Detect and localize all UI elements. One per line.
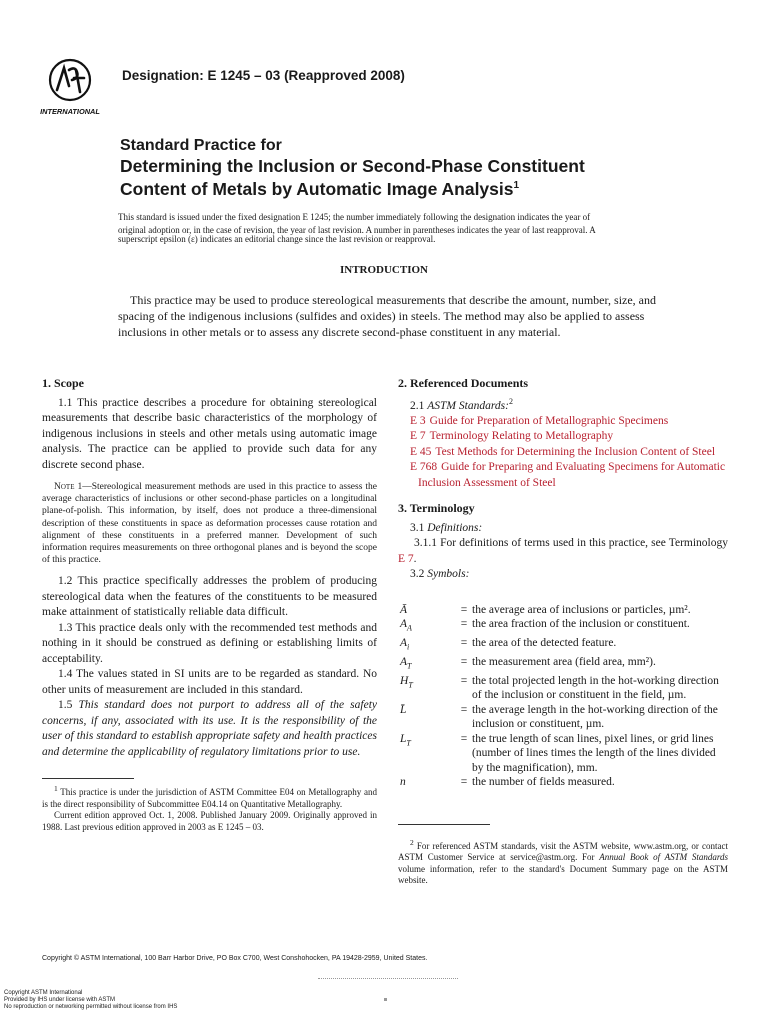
symbols-num: 3.2 bbox=[410, 568, 428, 581]
scope-1-5-num: 1.5 bbox=[58, 699, 79, 712]
symbol: $A_A$ bbox=[400, 618, 412, 633]
terminology-e7-link[interactable]: E 7 bbox=[398, 552, 414, 565]
symbol: Ā bbox=[400, 603, 408, 616]
logo-subtitle: INTERNATIONAL bbox=[40, 107, 100, 116]
symbol-equals: = bbox=[460, 637, 468, 650]
symbol-row bbox=[398, 703, 728, 732]
definitions-num: 3.1 bbox=[410, 521, 428, 534]
footnote-1-mark: 1 bbox=[54, 784, 58, 794]
footnote-1 bbox=[42, 783, 377, 810]
symbol: $H_T$ bbox=[400, 674, 413, 690]
title-line-2: Determining the Inclusion or Second-Phase Constituent bbox=[120, 156, 585, 176]
scope-note-1 bbox=[42, 481, 377, 566]
symbols-table bbox=[398, 603, 728, 790]
symbol-row bbox=[398, 732, 728, 776]
footnote-2-mark: 2 bbox=[410, 837, 414, 847]
astm-standards-mark: 2 bbox=[508, 396, 513, 406]
scope-1-5-text: This standard does not purport to address all of the safety concerns, if any, associated with its use. It is the responsibility of the user of this standard to establish appropriate safety and health practices and determine the applicability of regulatory limitations prior to use. bbox=[42, 699, 377, 758]
reference-title: Guide for Preparation of Metallographic Specimens bbox=[429, 414, 669, 427]
issued-note-line-3: superscript epsilon (ε) indicates an editorial change since the last revision or reapproval. bbox=[118, 234, 436, 244]
license-line-2: Provided by IHS under license with ASTM bbox=[4, 997, 116, 1003]
symbol-row bbox=[398, 655, 728, 674]
symbol-equals: = bbox=[460, 655, 468, 668]
terminology-3-1-1 bbox=[398, 536, 728, 567]
footnote-1-edition: Current edition approved Oct. 1, 2008. Published January 2009. Originally approved in 1988. Last previous edition approved in 2003 as E 1245 – 03. bbox=[42, 810, 377, 832]
license-line-3: No reproduction or networking permitted without license from IHS bbox=[4, 1004, 178, 1010]
footnote-rule-right bbox=[398, 824, 490, 825]
footnote-2-end: volume information, refer to the standard's Document Summary page on the ASTM website. bbox=[398, 863, 728, 886]
symbol-definition: the number of fields measured. bbox=[472, 776, 615, 789]
reference-code-link[interactable]: E 768 bbox=[410, 461, 438, 474]
footnote-rule-left bbox=[42, 778, 134, 779]
license-block bbox=[4, 990, 177, 1011]
symbol-row bbox=[398, 775, 728, 790]
scope-heading: 1. Scope bbox=[42, 376, 84, 390]
footnote-2-text: For referenced ASTM standards, visit the ASTM website, www.astm.org, or contact ASTM Customer Service at service@astm.org. For bbox=[398, 840, 728, 863]
license-line-1: Copyright ASTM International bbox=[4, 990, 83, 996]
symbol-row bbox=[398, 617, 728, 636]
reference-code-link[interactable]: E 3 bbox=[410, 414, 426, 427]
symbol-row bbox=[398, 603, 728, 618]
symbol-equals: = bbox=[460, 603, 468, 616]
introduction-heading: INTRODUCTION bbox=[339, 264, 428, 276]
scope-1-2: 1.2 This practice specifically addresses the problem of producing stereological data when the features of the constituents to be measured make attainment of statistically reliable data difficult. bbox=[42, 575, 377, 619]
footnote-2-italic: Annual Book of ASTM Standards bbox=[599, 852, 729, 863]
symbol: n bbox=[400, 776, 406, 789]
reference-title: Terminology Relating to Metallography bbox=[429, 430, 614, 443]
title-line-1: Standard Practice for bbox=[120, 137, 282, 154]
reference-code-link[interactable]: E 45 bbox=[410, 445, 432, 458]
astm-logo bbox=[38, 56, 112, 116]
symbol: $A_T$ bbox=[400, 655, 412, 671]
symbols-label: Symbols: bbox=[427, 568, 470, 581]
symbol-equals: = bbox=[460, 703, 468, 716]
footnote-2 bbox=[398, 837, 728, 887]
issued-note bbox=[118, 211, 656, 246]
terminology-3-1-1-text: 3.1.1 For definitions of terms used in this practice, see Terminology bbox=[414, 537, 728, 550]
scope-1-4: 1.4 The values stated in SI units are to be regarded as standard. No other units of measurement are included in this standard. bbox=[42, 668, 377, 696]
astm-standards-label bbox=[398, 394, 728, 414]
reference-title: Guide for Preparing and Evaluating Specimens for Automatic Inclusion Assessment of Steel bbox=[418, 461, 726, 489]
note-label: Note 1 bbox=[54, 482, 83, 492]
referenced-documents-heading: 2. Referenced Documents bbox=[398, 376, 529, 390]
note-text: —Stereological measurement methods are used in this practice to assess the average characteristics of inclusions or other second-phase particles on a longitudinal plane-of-polish. This information, by itself, does not produce a three-dimensional description of these constituents in space as deformation processes cause rotation and alignment of these constituents in a preferred manner. Development of such information requires measurements on three orthogonal planes and is beyond the scope of this practice. bbox=[42, 482, 378, 566]
reference-list bbox=[398, 414, 728, 492]
issued-note-line-2: original adoption or, in the case of revision, the year of last revision. A number in parentheses indicates the year of last reapproval. A bbox=[118, 225, 596, 235]
reference-item bbox=[398, 460, 728, 491]
symbol-equals: = bbox=[460, 776, 468, 789]
definitions-label: Definitions: bbox=[427, 521, 483, 534]
divider-dot bbox=[384, 998, 387, 1001]
symbol-equals: = bbox=[460, 618, 468, 631]
title-main bbox=[120, 156, 680, 199]
scope-1-5 bbox=[42, 698, 377, 760]
symbol-definition: the total projected length in the hot-working direction of the inclusion or constituent in the field, µm. bbox=[472, 674, 719, 702]
scope-1-3: 1.3 This practice deals only with the recommended test methods and nothing in it should be construed as defining or establishing limits of acceptability. bbox=[42, 621, 377, 665]
designation: Designation: E 1245 – 03 (Reapproved 2008) bbox=[122, 68, 405, 83]
introduction-text: This practice may be used to produce stereological measurements that describe the amount, number, size, and spacing of the indigenous inclusions (sulfides and oxides) in steels. The method may also be applied to assess inclusions in other metals or to assess any discrete second-phase constituent in any material. bbox=[118, 293, 657, 339]
reference-code-link[interactable]: E 7 bbox=[410, 430, 426, 443]
reference-item bbox=[398, 445, 728, 461]
symbol: $A_i$ bbox=[400, 637, 410, 652]
symbol: L̄ bbox=[400, 703, 407, 716]
scope-1-1: 1.1 This practice describes a procedure for obtaining stereological measurements that describe basic characteristics of the morphology of indigenous inclusions in steels and other metals using automatic image analysis. The practice can be applied to provide such data for any discrete second phase. bbox=[42, 396, 377, 471]
reference-item bbox=[398, 429, 728, 445]
title-line-3: Content of Metals by Automatic Image Analysis bbox=[120, 178, 514, 199]
symbol-definition: the area fraction of the inclusion or constituent. bbox=[472, 618, 690, 631]
symbol-definition: the true length of scan lines, pixel lines, or grid lines (number of lines times the length of the lines divided by the magnification), mm. bbox=[472, 732, 716, 774]
astm-standards-num: 2.1 bbox=[410, 399, 428, 412]
symbol-equals: = bbox=[460, 674, 468, 687]
reference-title: Test Methods for Determining the Inclusion Content of Steel bbox=[435, 445, 716, 458]
terminology-heading: 3. Terminology bbox=[398, 501, 475, 516]
issued-note-line-1: This standard is issued under the fixed designation E 1245; the number immediately following the designation indicates the year of bbox=[118, 212, 591, 222]
symbol-definition: the area of the detected feature. bbox=[472, 637, 617, 650]
terminology-3-1 bbox=[398, 521, 728, 537]
symbol: $L_T$ bbox=[400, 732, 411, 748]
symbol-definition: the average length in the hot-working direction of the inclusion or constituent, µm. bbox=[472, 703, 718, 731]
copyright-line: Copyright © ASTM International, 100 Barr Harbor Drive, PO Box C700, West Conshohocken, PA 19428-2959, United States. bbox=[42, 955, 428, 962]
right-column bbox=[398, 376, 728, 887]
terminology-3-1-1-end: . bbox=[413, 552, 417, 565]
symbol-equals: = bbox=[460, 732, 468, 745]
left-column bbox=[42, 376, 377, 833]
symbol-definition: the average area of inclusions or particles, µm². bbox=[472, 603, 691, 616]
title-block bbox=[120, 136, 680, 199]
symbol-row bbox=[398, 636, 728, 655]
terminology-3-2 bbox=[398, 567, 728, 583]
reference-item bbox=[398, 414, 728, 430]
symbol-row bbox=[398, 674, 728, 703]
divider-dots bbox=[318, 978, 458, 979]
title-footnote-mark: 1 bbox=[513, 180, 520, 191]
footnote-1-text: This practice is under the jurisdiction of ASTM Committee E04 on Metallography and is the direct responsibility of Subcommittee E04.14 on Quantitative Metallography. bbox=[42, 787, 377, 809]
astm-standards-text: ASTM Standards: bbox=[427, 399, 509, 412]
symbol-definition: the measurement area (field area, mm²). bbox=[472, 655, 656, 668]
